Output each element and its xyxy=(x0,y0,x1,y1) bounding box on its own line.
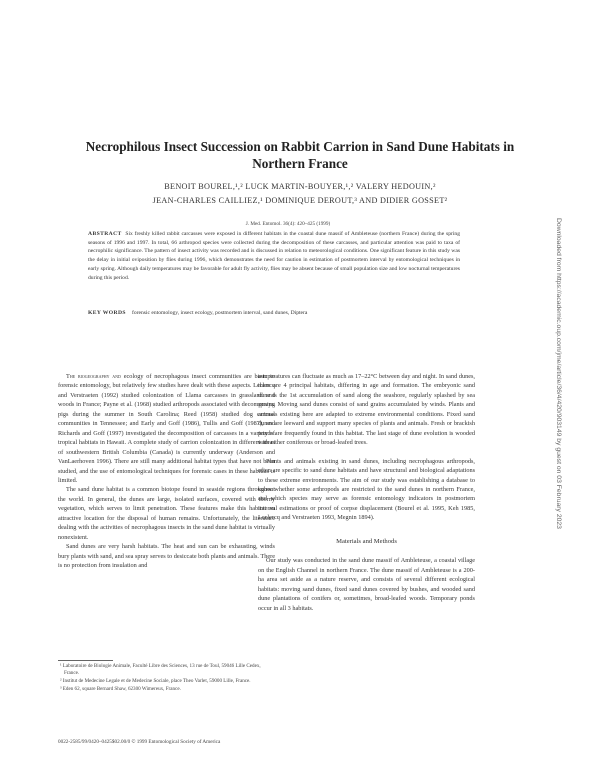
abstract xyxy=(88,230,460,282)
footnote: ³ Eden 62, square Bernard Shaw, 62300 Wimereux, France. xyxy=(60,686,181,693)
body-paragraph: Sand dunes are very harsh habitats. The heat and sun can be exhausting, winds bury plants with sand, and sea spray serves to desiccate both plants and animals. There is no protection from insulation and xyxy=(58,543,275,570)
download-note: Downloaded from https://academic.oup.com/jme/article/36/4/420/903149 by guest on 03 February 2023 xyxy=(555,218,562,529)
keywords xyxy=(88,310,460,316)
body-column-left xyxy=(58,372,275,571)
journal-citation: J. Med. Entomol. 36(4): 420–425 (1999) xyxy=(245,221,331,227)
abstract-text: Six freshly killed rabbit carcasses were exposed in different habitats in the coastal dune massif of Ambleteuse (northern France) during the spring seasons of 1996 and 1997. In total, 66 arthropod species were collected during the decomposition of these carcasses, and particular attention was paid to taxa of necrophilic significance. The pattern of insect activity was recorded and is discussed in relation to meteorological conditions. One significant feature in this study was the delay in initial oviposition by flies during 1996, which demonstrates the need for caution in estimation of postmortem interval by entomological techniques in early spring. Although daily temperatures may be favorable for adult fly activity, flies may be absent because of small population size and low nocturnal temperatures during this period. xyxy=(88,231,461,281)
body-paragraph: The sand dune habitat is a common biotope found in seaside regions throughout the world. In general, the dunes are large, isolated surfaces, covered with thorny vegetation, which serves to limit penetration. These features make this habitat an attractive location for the disposal of human remains. Unfortunately, the literature dealing with the activities of necrophagous insects in the sand dune habitat is virtually nonexistent. xyxy=(58,486,275,541)
body-paragraph: Plants and animals existing in sand dunes, including necrophagous arthropods, often are specific to sand dune habitats and have structural and biological adaptations to these extreme environments. The aim of our study was establishing a database to know whether some arthropods are restricted to the sand dunes in northern France, and which species may serve as forensic entomology indicators in postmortem interval estimations or proof of corpse displacement (Bourel et al. 1995, Keh 1985, Leclercq and Verstraeten 1993, Megnin 1894). xyxy=(258,457,475,522)
body-paragraph xyxy=(58,372,275,485)
footnotes xyxy=(58,663,275,694)
copyright-line: 0022-2585/99/0420–0425$02.00/0 © 1999 Entomological Society of America xyxy=(58,739,221,745)
body-column-right xyxy=(258,372,475,613)
authors-line-1: BENOIT BOUREL,¹,² LUCK MARTIN-BOUYER,¹,² VALERY HEDOUIN,² xyxy=(164,182,436,191)
section-heading: Materials and Methods xyxy=(336,537,397,545)
authors-line-2: JEAN-CHARLES CAILLIEZ,¹ DOMINIQUE DEROUT,³ AND DIDIER GOSSET² xyxy=(152,195,448,205)
footnote-divider xyxy=(58,660,113,661)
article-title: Necrophilous Insect Succession on Rabbit Carrion in Sand Dune Habitats in Northern France xyxy=(85,139,515,171)
keywords-text: forensic entomology, insect ecology, postmortem interval, sand dunes, Diptera xyxy=(131,310,308,316)
author-list xyxy=(60,180,540,207)
footnote: ¹ Laboratoire de Biologie Animale, Faculté Libre des Sciences, 13 rue de Toul, 59046 Lille Cedex, France. xyxy=(60,663,261,677)
intro-lead: The biogeography and xyxy=(66,373,121,380)
intro-text: ecology of necrophagous insect communities are basic to forensic entomology, but relatively few studies have dealt with these aspects. Leclercq and Verstraeten (1992) studied colonization of Llama carcasses in grassland and woods in France; Payne et al. (1968) studied arthropods associated with decomposing pigs during the summer in South Carolina; Reed (1958) studied dog carcass communities in Tennessee; and Early and Goff (1986), Tullis and Goff (1987), and Richards and Goff (1997) investigated the decomposition of carcasses in a variety of tropical habitats in Hawaii. A complete study of carrion colonization in different areas of southwestern British Columbia (Canada) is currently underway (Anderson and VanLaerhoven 1996). There are still many additional habitat types that have not been studied, and the use of entomological techniques for forensic cases in these habitats is limited. xyxy=(58,373,275,484)
body-paragraph: temperatures can fluctuate as much as 17–22°C between day and night. In sand dunes, there are 4 principal habitats, differing in age and formation. The embryonic sand dune is the 1st accumulation of sand along the seashore, regularly splashed by sea sprays. Moving sand dunes consist of sand grains accumulated by winds. Plants and animals existing here are adapted to extreme environmental conditions. Fixed sand dunes are leeward and support many species of plants and animals. Fresh or brackish ponds are frequently found in this habitat. The last stage of dune evolution is wooded with either coniferous or broad-leafed trees. xyxy=(258,373,475,447)
footnote: ² Institut de Medecine Legale et de Medecine Sociale, place Theo Varlet, 59000 Lille, France. xyxy=(60,678,251,685)
download-watermark xyxy=(556,218,568,598)
abstract-label: ABSTRACT xyxy=(88,231,122,237)
body-paragraph: Our study was conducted in the sand dune massif of Ambleteuse, a coastal village on the English Channel in northern France. The dune massif of Ambleteuse is a 200-ha area set aside as a nature reserve, and consists of several different ecological habitats: moving sand dunes, fixed sand dunes covered by bushes, and wooded sand dune plantations of conifers or, sometimes, broad-leafed woods. Temporary ponds occur in all 3 habitats. xyxy=(258,557,475,612)
keywords-label: KEY WORDS xyxy=(88,310,126,316)
